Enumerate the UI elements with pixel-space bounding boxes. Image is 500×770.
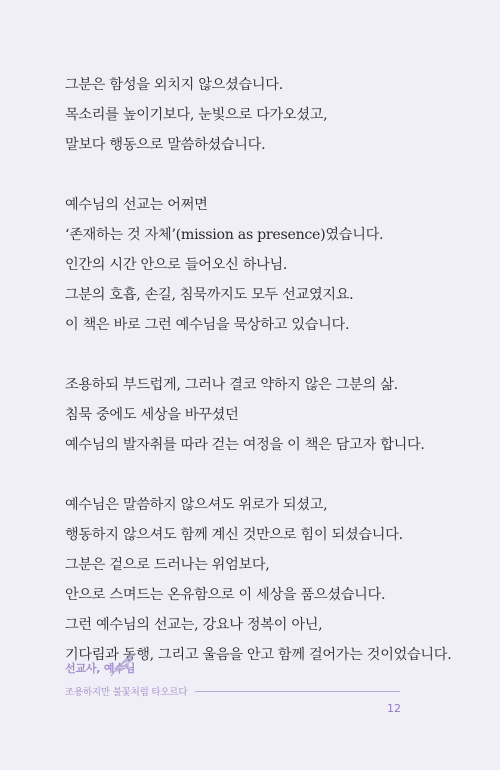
text-line: 그분은 겉으로 드러나는 위엄보다, bbox=[65, 557, 270, 573]
text-line: 기다림과 동행, 그리고 울음을 안고 함께 걸어가는 것이었습니다. bbox=[65, 647, 452, 663]
paragraph-4 bbox=[65, 490, 485, 670]
text-line: 예수님은 말씀하지 않으셔도 위로가 되셨고, bbox=[65, 497, 328, 513]
page-footer bbox=[65, 658, 403, 718]
text-line: 그분은 함성을 외치지 않으셨습니다. bbox=[65, 77, 283, 93]
text-line: 안으로 스며드는 온유함으로 이 세상을 품으셨습니다. bbox=[65, 587, 386, 603]
paragraph-3 bbox=[65, 370, 485, 460]
paragraph-1 bbox=[65, 70, 485, 160]
text-line: ‘존재하는 것 자체’(mission as presence)였습니다. bbox=[65, 227, 384, 243]
text-line: 조용하되 부드럽게, 그러나 결코 약하지 않은 그분의 삶. bbox=[65, 377, 398, 393]
paragraph-2 bbox=[65, 190, 485, 340]
text-line: 그분의 호흡, 손길, 침묵까지도 모두 선교였지요. bbox=[65, 287, 354, 303]
feather-icon bbox=[109, 652, 139, 678]
text-line: 예수님의 발자취를 따라 걷는 여정을 이 책은 담고자 합니다. bbox=[65, 437, 425, 453]
text-line: 이 책은 바로 그런 예수님을 묵상하고 있습니다. bbox=[65, 317, 350, 333]
page-number: 12 bbox=[387, 702, 401, 715]
text-line: 예수님의 선교는 어쩌면 bbox=[65, 197, 208, 213]
text-line: 침묵 중에도 세상을 바꾸셨던 bbox=[65, 407, 239, 423]
text-line: 목소리를 높이기보다, 눈빛으로 다가오셨고, bbox=[65, 107, 328, 123]
book-subtitle: 조용하지만 불꽃처럼 타오르다 bbox=[65, 687, 188, 698]
text-line: 그런 예수님의 선교는, 강요나 정복이 아닌, bbox=[65, 617, 323, 633]
footer-divider bbox=[195, 691, 400, 692]
text-line: 말보다 행동으로 말씀하셨습니다. bbox=[65, 137, 266, 153]
body-text bbox=[65, 70, 485, 700]
text-line: 인간의 시간 안으로 들어오신 하나님. bbox=[65, 257, 288, 273]
text-line: 행동하지 않으셔도 함께 계신 것만으로 힘이 되셨습니다. bbox=[65, 527, 403, 543]
book-title: 선교사, 예수님 bbox=[65, 662, 136, 675]
